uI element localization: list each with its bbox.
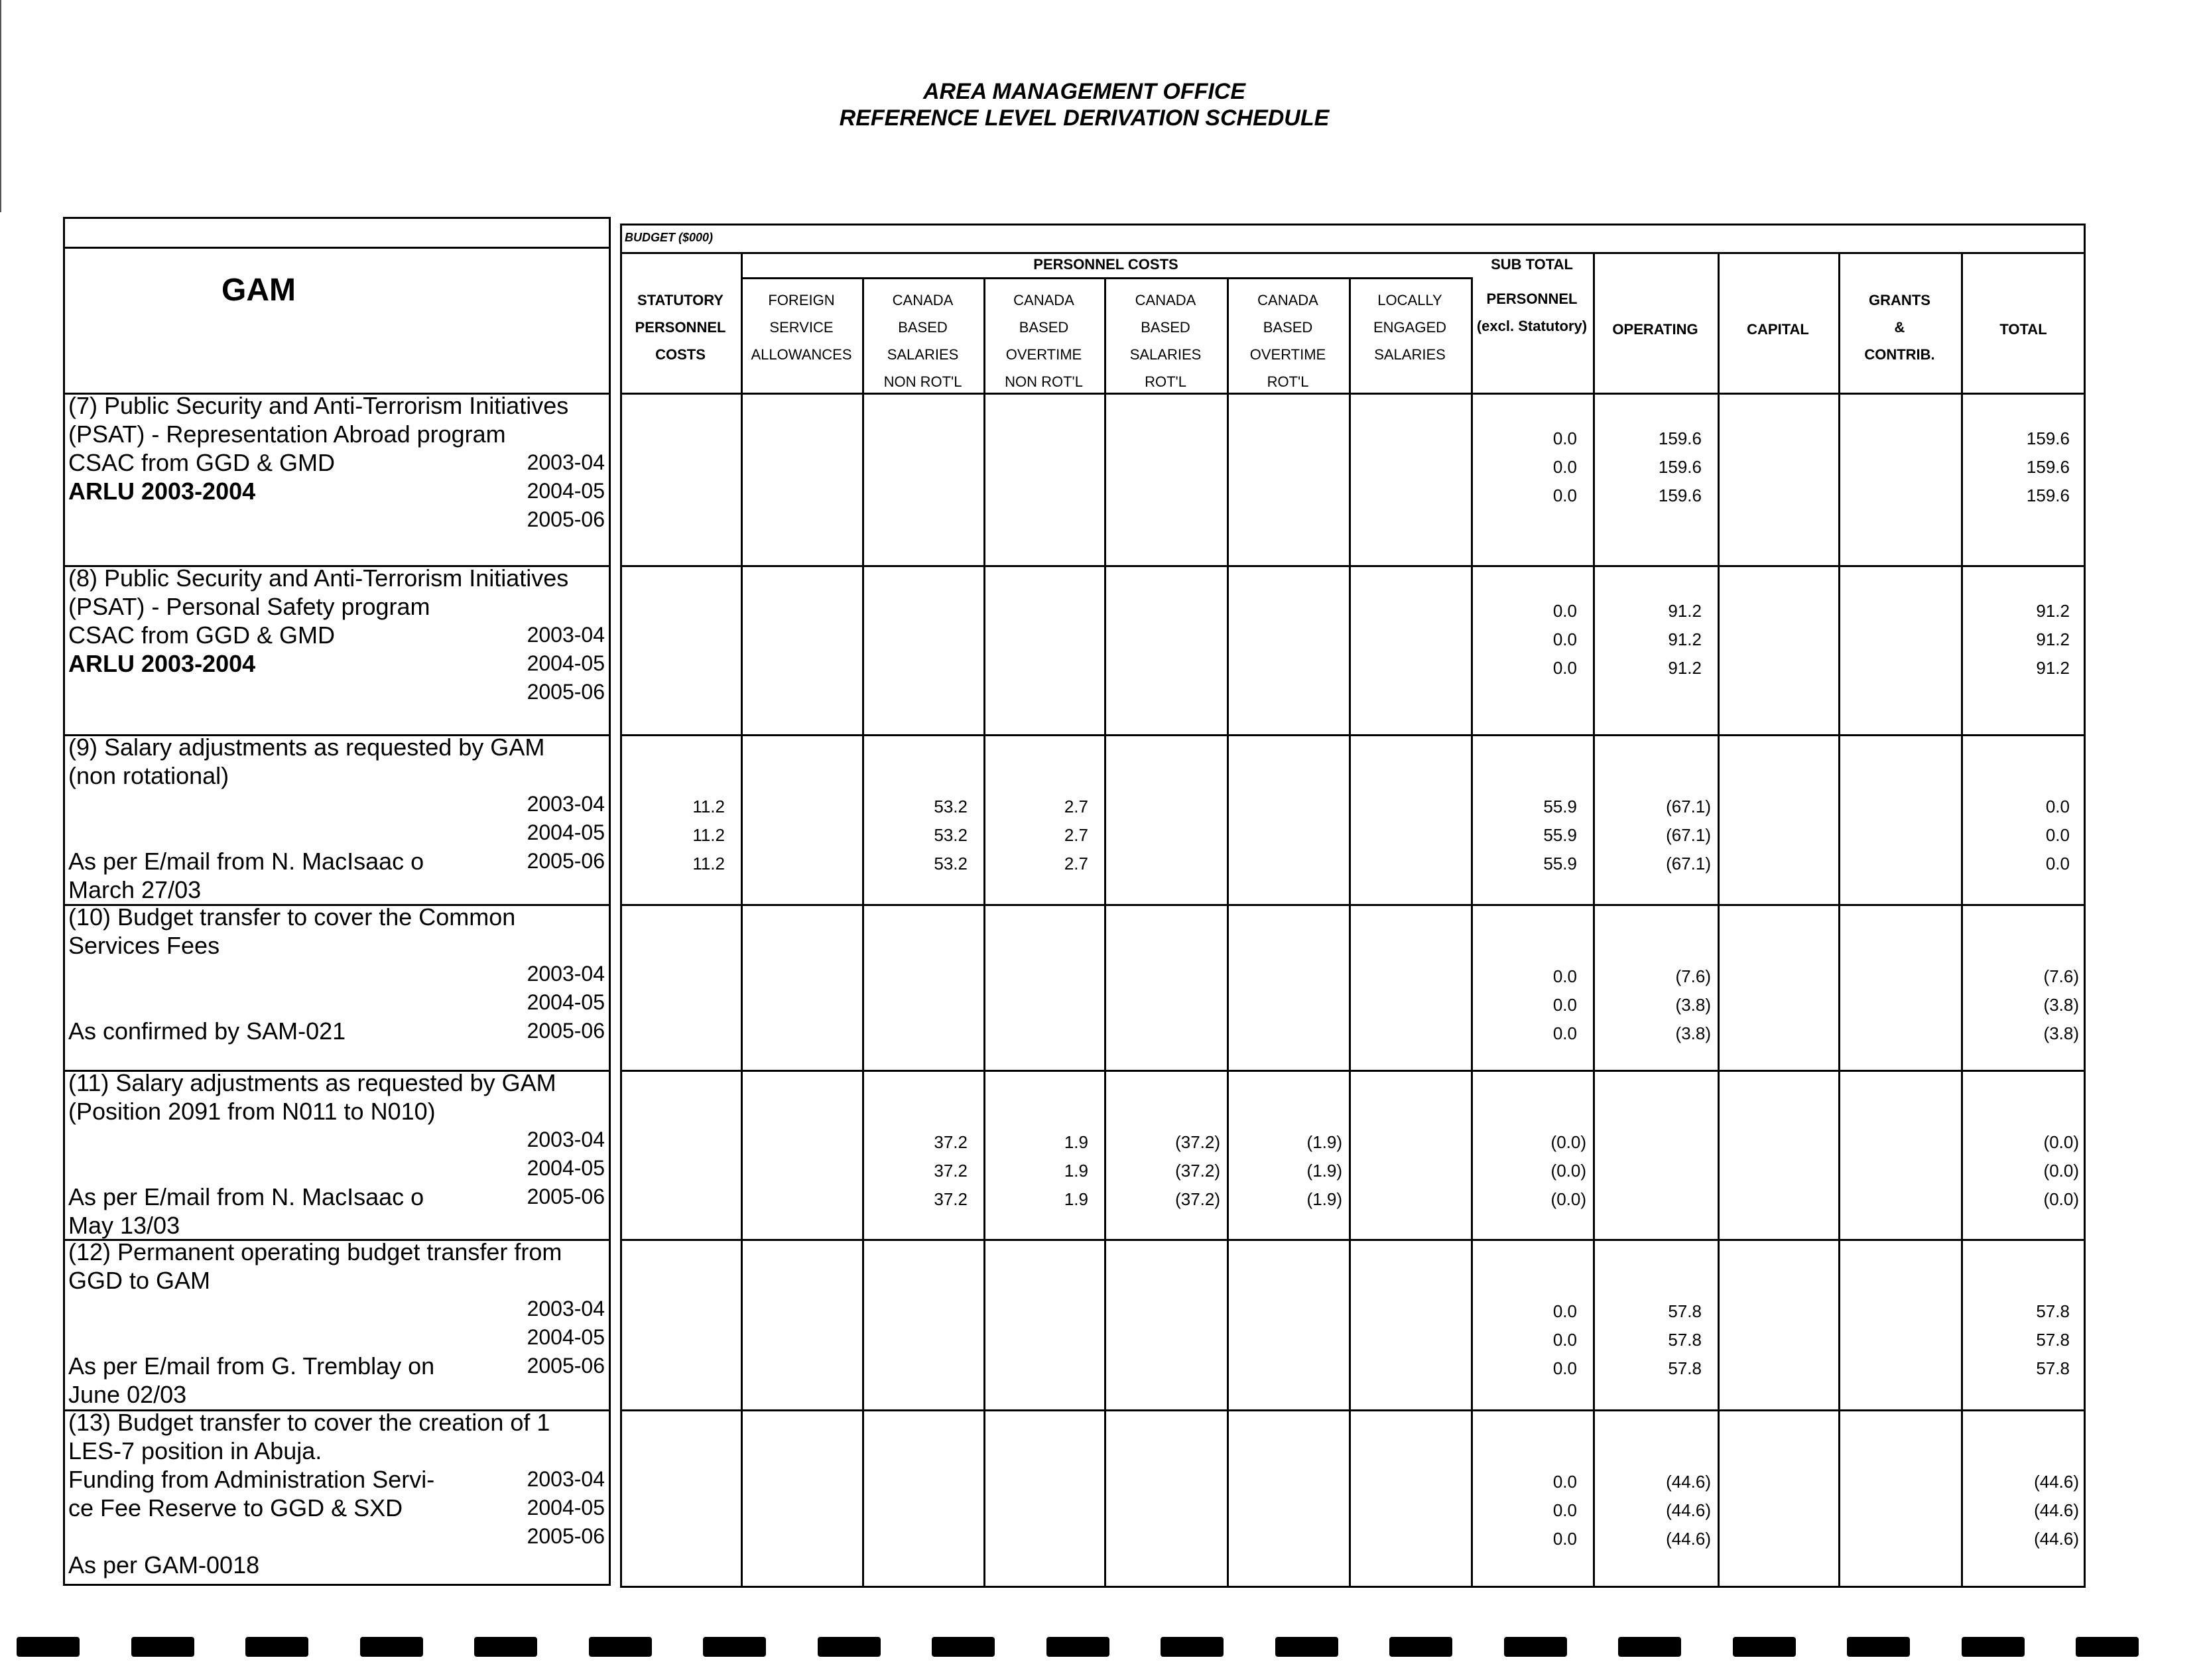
registration-mark	[1962, 1637, 2025, 1657]
column-divider	[1227, 277, 1229, 1588]
cell-value: (0.0)	[2043, 1132, 2079, 1152]
cell-value: 0.0	[1552, 601, 1577, 621]
section-description-line: March 27/03	[68, 876, 202, 903]
section-description-line: May 13/03	[68, 1212, 180, 1239]
section-divider	[620, 565, 2086, 567]
registration-mark	[1161, 1637, 1224, 1657]
section-description-line: As confirmed by SAM-021	[68, 1017, 346, 1045]
column-divider	[1104, 277, 1106, 1588]
cell-value: 11.2	[692, 854, 725, 873]
registration-mark	[474, 1637, 537, 1657]
fiscal-year-label: 2003-04	[527, 962, 605, 986]
column-header-1: FOREIGN SERVICE ALLOWANCES	[751, 292, 852, 363]
cell-value: 91.2	[2036, 658, 2070, 678]
cell-value: 159.6	[1658, 428, 1702, 448]
column-header-7: PERSONNEL (excl. Statutory)	[1476, 291, 1588, 334]
column-header-0: STATUTORY PERSONNEL COSTS	[635, 292, 726, 363]
fiscal-year-label: 2004-05	[527, 1496, 605, 1519]
registration-mark	[1275, 1637, 1338, 1657]
registration-mark	[1847, 1637, 1910, 1657]
cell-value: 0.0	[1552, 995, 1577, 1015]
section-divider	[620, 1409, 2086, 1411]
registration-mark	[245, 1637, 308, 1657]
column-header-5: CANADA BASED OVERTIME ROT'L	[1249, 292, 1326, 390]
registration-mark	[131, 1637, 194, 1657]
registration-mark	[1618, 1637, 1681, 1657]
cell-value: (7.6)	[2043, 966, 2079, 986]
cell-value: 0.0	[1552, 1330, 1577, 1350]
registration-mark	[818, 1637, 881, 1657]
section-description-line: (10) Budget transfer to cover the Common	[68, 903, 516, 931]
fiscal-year-label: 2003-04	[527, 1128, 605, 1151]
cell-value: 0.0	[1552, 428, 1577, 448]
section-divider	[620, 904, 2086, 906]
section-description-line: (7) Public Security and Anti-Terrorism Initiatives	[68, 392, 569, 419]
cell-value: 57.8	[1668, 1330, 1702, 1350]
cell-value: 57.8	[1668, 1301, 1702, 1321]
column-divider	[1349, 277, 1351, 1588]
column-divider	[983, 277, 985, 1588]
cell-value: 0.0	[1552, 966, 1577, 986]
cell-value: (67.1)	[1666, 825, 1711, 845]
section-divider	[620, 1070, 2086, 1072]
column-header-8: OPERATING	[1612, 321, 1698, 338]
cell-value: 2.7	[1064, 797, 1088, 816]
cell-value: (3.8)	[1675, 995, 1711, 1015]
cell-value: 57.8	[2036, 1358, 2070, 1378]
cell-value: (44.6)	[2034, 1472, 2079, 1492]
cell-value: 0.0	[1552, 658, 1577, 678]
fiscal-year-label: 2004-05	[527, 1325, 605, 1349]
column-header-10: GRANTS & CONTRIB.	[1864, 292, 1935, 363]
cell-value: (44.6)	[2034, 1500, 2079, 1520]
cell-value: 57.8	[1668, 1358, 1702, 1378]
cell-value: 0.0	[2045, 854, 2070, 873]
cell-value: 159.6	[2026, 428, 2070, 448]
section-description-line: CSAC from GGD & GMD	[68, 621, 336, 649]
section-description-line: (13) Budget transfer to cover the creation of 1	[68, 1409, 550, 1436]
fiscal-year-label: 2004-05	[527, 990, 605, 1014]
cell-value: (37.2)	[1175, 1189, 1220, 1209]
cell-value: 91.2	[1668, 601, 1702, 621]
section-description-line: CSAC from GGD & GMD	[68, 449, 336, 476]
fiscal-year-label: 2005-06	[527, 680, 605, 704]
fiscal-year-label: 2005-06	[527, 1019, 605, 1043]
fiscal-year-label: 2004-05	[527, 479, 605, 503]
budget-label: BUDGET ($000)	[625, 231, 714, 244]
cell-value: 0.0	[1552, 485, 1577, 505]
section-description-line: As per E/mail from N. MacIsaac o	[68, 848, 424, 875]
registration-mark	[703, 1637, 766, 1657]
section-description-line: Services Fees	[68, 932, 220, 959]
registration-mark	[2076, 1637, 2139, 1657]
fiscal-year-label: 2003-04	[527, 1297, 605, 1321]
cell-value: (37.2)	[1175, 1161, 1220, 1181]
cell-value: 53.2	[934, 825, 968, 845]
panel-header-divider	[63, 393, 611, 395]
panel-top-divider	[63, 247, 611, 249]
cell-value: 0.0	[1552, 1500, 1577, 1520]
cell-value: 91.2	[1668, 658, 1702, 678]
registration-mark	[360, 1637, 423, 1657]
cell-value: (37.2)	[1175, 1132, 1220, 1152]
cell-value: (67.1)	[1666, 797, 1711, 816]
fiscal-year-label: 2003-04	[527, 450, 605, 474]
registration-mark	[17, 1637, 80, 1657]
cell-value: 1.9	[1064, 1189, 1088, 1209]
cell-value: 0.0	[1552, 1301, 1577, 1321]
cell-value: (7.6)	[1675, 966, 1711, 986]
registration-mark	[1733, 1637, 1796, 1657]
cell-value: (0.0)	[1550, 1132, 1586, 1152]
fiscal-year-label: 2004-05	[527, 651, 605, 675]
section-description-line: As per E/mail from G. Tremblay on	[68, 1352, 435, 1380]
cell-value: (3.8)	[2043, 995, 2079, 1015]
fiscal-year-label: 2003-04	[527, 623, 605, 647]
cell-value: (1.9)	[1306, 1189, 1342, 1209]
fiscal-year-label: 2004-05	[527, 820, 605, 844]
section-description-line: As per GAM-0018	[68, 1551, 260, 1579]
fiscal-year-label: 2003-04	[527, 792, 605, 816]
section-description-line: (PSAT) - Personal Safety program	[68, 593, 430, 620]
cell-value: (0.0)	[2043, 1161, 2079, 1181]
column-divider	[1838, 252, 1840, 1588]
cell-value: 0.0	[1552, 1529, 1577, 1549]
cell-value: 0.0	[1552, 629, 1577, 649]
cell-value: 55.9	[1543, 797, 1577, 816]
cell-value: 57.8	[2036, 1301, 2070, 1321]
section-description-line: ce Fee Reserve to GGD & SXD	[68, 1494, 403, 1521]
cell-value: 2.7	[1064, 854, 1088, 873]
section-description-line: (Position 2091 from N011 to N010)	[68, 1098, 436, 1125]
cell-value: (44.6)	[1666, 1500, 1711, 1520]
panel-title: GAM	[221, 273, 296, 308]
section-description-line: ARLU 2003-2004	[68, 650, 256, 677]
fiscal-year-label: 2003-04	[527, 1467, 605, 1491]
fiscal-year-label: 2005-06	[527, 507, 605, 531]
document-title-line1: AREA MANAGEMENT OFFICE	[922, 79, 1246, 104]
cell-value: 37.2	[934, 1132, 968, 1152]
cell-value: (0.0)	[2043, 1189, 2079, 1209]
cell-value: 2.7	[1064, 825, 1088, 845]
cell-value: 1.9	[1064, 1161, 1088, 1181]
section-description-line: As per E/mail from N. MacIsaac o	[68, 1183, 424, 1210]
section-description-line: GGD to GAM	[68, 1267, 211, 1294]
section-description-line: (8) Public Security and Anti-Terrorism Initiatives	[68, 564, 569, 592]
cell-value: 11.2	[692, 797, 725, 816]
cell-value: 37.2	[934, 1189, 968, 1209]
registration-mark	[1389, 1637, 1452, 1657]
column-header-2: CANADA BASED SALARIES NON ROT'L	[883, 292, 962, 390]
cell-value: 55.9	[1543, 825, 1577, 845]
registration-mark	[1504, 1637, 1567, 1657]
section-description-line: (9) Salary adjustments as requested by GAM	[68, 734, 545, 761]
section-description-line: (11) Salary adjustments as requested by GAM	[68, 1069, 556, 1096]
column-divider	[862, 277, 864, 1588]
column-header-9: CAPITAL	[1747, 321, 1809, 338]
cell-value: 159.6	[2026, 485, 2070, 505]
cell-value: 159.6	[1658, 485, 1702, 505]
cell-value: 37.2	[934, 1161, 968, 1181]
registration-mark	[1046, 1637, 1109, 1657]
registration-mark	[932, 1637, 995, 1657]
section-description-line: (non rotational)	[68, 762, 229, 789]
cell-value: (67.1)	[1666, 854, 1711, 873]
cell-value: 1.9	[1064, 1132, 1088, 1152]
fiscal-year-label: 2005-06	[527, 1354, 605, 1378]
cell-value: 91.2	[2036, 601, 2070, 621]
sub-total-label: SUB TOTAL	[1491, 256, 1573, 273]
fiscal-year-label: 2004-05	[527, 1156, 605, 1180]
cell-value: 55.9	[1543, 854, 1577, 873]
section-description-line: (PSAT) - Representation Abroad program	[68, 420, 506, 448]
column-header-6: LOCALLY ENGAGED SALARIES	[1373, 292, 1447, 363]
cell-value: 0.0	[2045, 825, 2070, 845]
cell-value: (0.0)	[1550, 1189, 1586, 1209]
fiscal-year-label: 2005-06	[527, 849, 605, 873]
cell-value: (3.8)	[2043, 1023, 2079, 1043]
fiscal-year-label: 2005-06	[527, 1185, 605, 1208]
cell-value: 159.6	[2026, 457, 2070, 477]
cell-value: 57.8	[2036, 1330, 2070, 1350]
cell-value: 0.0	[1552, 1023, 1577, 1043]
cell-value: 53.2	[934, 854, 968, 873]
cell-value: (44.6)	[2034, 1529, 2079, 1549]
cell-value: 0.0	[2045, 797, 2070, 816]
cell-value: 91.2	[1668, 629, 1702, 649]
section-description-line: (12) Permanent operating budget transfer from	[68, 1238, 562, 1265]
column-header-3: CANADA BASED OVERTIME NON ROT'L	[1005, 292, 1083, 390]
column-header-11: TOTAL	[1999, 321, 2047, 338]
document-title-line2: REFERENCE LEVEL DERIVATION SCHEDULE	[839, 105, 1330, 131]
cell-value: 91.2	[2036, 629, 2070, 649]
personnel-costs-label: PERSONNEL COSTS	[1033, 256, 1178, 273]
cell-value: 159.6	[1658, 457, 1702, 477]
cell-value: 0.0	[1552, 1358, 1577, 1378]
cell-value: (44.6)	[1666, 1472, 1711, 1492]
cell-value: (0.0)	[1550, 1161, 1586, 1181]
cell-value: (1.9)	[1306, 1132, 1342, 1152]
cell-value: (1.9)	[1306, 1161, 1342, 1181]
section-description-line: ARLU 2003-2004	[68, 478, 256, 505]
fiscal-year-label: 2005-06	[527, 1524, 605, 1548]
section-description-line: Funding from Administration Servi-	[68, 1466, 435, 1493]
section-description-line: June 02/03	[68, 1381, 187, 1408]
cell-value: 53.2	[934, 797, 968, 816]
cell-value: 11.2	[692, 825, 725, 845]
registration-mark	[589, 1637, 652, 1657]
column-divider	[741, 252, 743, 1588]
cell-value: (3.8)	[1675, 1023, 1711, 1043]
section-divider	[620, 1239, 2086, 1241]
cell-value: 0.0	[1552, 457, 1577, 477]
cell-value: (44.6)	[1666, 1529, 1711, 1549]
column-divider	[1718, 252, 1720, 1588]
cell-value: 0.0	[1552, 1472, 1577, 1492]
header-bottom-divider	[620, 393, 2086, 395]
section-divider	[620, 734, 2086, 736]
section-description-line: LES-7 position in Abuja.	[68, 1437, 322, 1464]
column-header-4: CANADA BASED SALARIES ROT'L	[1129, 292, 1202, 390]
